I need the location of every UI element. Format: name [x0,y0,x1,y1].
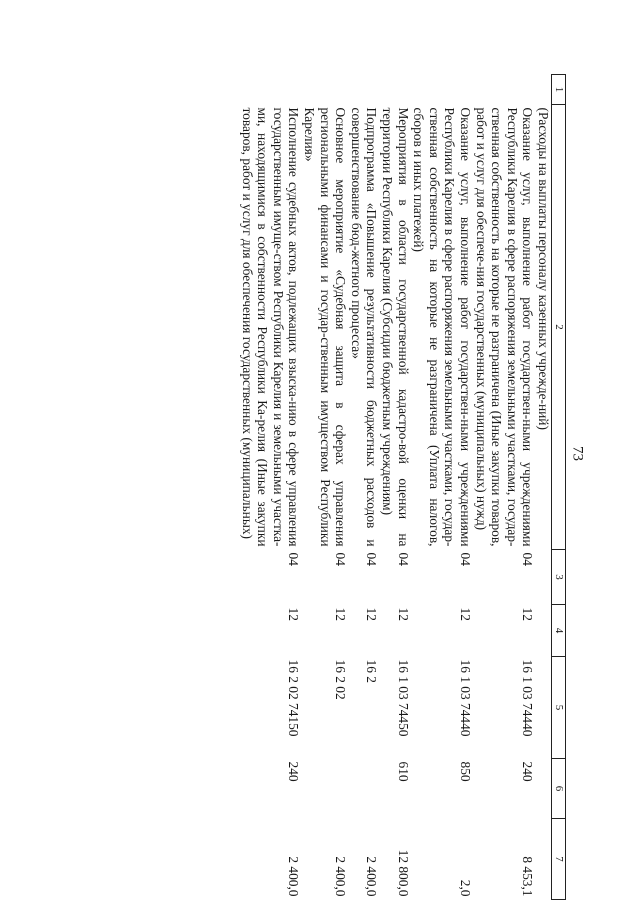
target-article-code: 16 1 03 74450 [395,659,411,737]
target-article-code: 16 2 02 [333,659,349,700]
table-row [348,75,379,900]
column-number: 4 [552,605,566,657]
expense-name: Оказание услуг, выполнение работ государствен-ными учреждениями Республики Карелия в сфере распоряжения земельными участками, государ-ственная собственность на которые не разграничена (Иные закупки товаров, работ и услуг для обеспече-ния государственных (муниципальных) нужд) [473,107,536,547]
budget-table-body [239,75,565,900]
amount: 2 400,0 [286,856,302,897]
amount: 2 400,0 [333,856,349,897]
row-number-cell [302,75,349,105]
expense-type-code [348,759,379,819]
expense-name: (Расходы на выплаты персоналу казенных учрежде-ний) [536,107,551,430]
expense-type-code: 610 [395,761,411,782]
row-number-cell [379,75,410,105]
section-code: 04 [364,552,380,566]
subsection-code: 12 [458,607,474,621]
column-number: 7 [552,819,566,900]
subsection-code: 12 [333,607,349,621]
column-number: 3 [552,550,566,605]
target-article-code: 16 2 02 74150 [286,659,302,737]
expense-name: Мероприятия в области государственной кадастро-вой оценки на территории Республики Карелия (Субсидии бюджетным учреждениям) [380,107,411,547]
section-code [535,550,551,605]
amount [535,819,551,900]
column-number: 1 [552,75,566,105]
expense-type-code: 240 [520,761,536,782]
row-number-cell [411,75,473,105]
row-number-cell [473,75,535,105]
section-code: 04 [458,552,474,566]
column-number: 6 [552,759,566,819]
expense-name: Основное мероприятие «Судебная защита в сферах управления региональными финансами и государ-ственным имуществом Республики Карелия» [302,107,349,547]
rotated-page-content [46,74,566,899]
target-article-code [535,657,551,759]
row-number-cell [535,75,551,105]
section-code: 04 [395,552,411,566]
amount: 2,0 [458,879,474,897]
expense-name: Оказание услуг, выполнение работ государствен-ными учреждениями Республики Карелия в сфере распоряжения земельными участками, государ-ственная собственность на которые не разграничена (Уплата налогов, сборов и иных платежей) [411,107,474,547]
amount: 2 400,0 [364,856,380,897]
target-article-code: 16 2 [364,659,380,683]
column-number: 5 [552,657,566,759]
table-row [379,75,410,900]
expense-type-code: 850 [458,761,474,782]
table-row [535,75,551,900]
row-number-cell [239,75,301,105]
budget-table [239,74,566,900]
page-number: 73 [569,446,586,461]
amount: 12 800,0 [395,849,411,897]
expense-name: Подпрограмма «Повышение результативности бюджетных расходов и совершенствование бюд-жетного процесса» [348,107,380,547]
expense-name: Исполнение судебных актов, подлежащих взыска-нию в сфере управления государственным имуще-ством Республики Карелия и земельными участка-ми, находящимися в собственности Республики Ка-релия (Иные закупки товаров, работ и услуг для обеспечения государственных (муниципальных) [239,107,302,547]
target-article-code: 16 1 03 74440 [458,659,474,737]
column-number: 2 [552,105,566,550]
table-row [411,75,473,900]
table-row [302,75,349,900]
subsection-code: 12 [520,607,536,621]
section-code: 04 [286,552,302,566]
table-row [239,75,301,900]
section-code: 04 [333,552,349,566]
expense-type-code: 240 [286,761,302,782]
target-article-code: 16 1 03 74440 [520,659,536,737]
table-row [473,75,535,900]
subsection-code: 12 [286,607,302,621]
column-number-row [552,75,566,900]
row-number-cell [348,75,379,105]
subsection-code: 12 [395,607,411,621]
subsection-code: 12 [364,607,380,621]
amount: 8 453,1 [520,856,536,897]
section-code: 04 [520,552,536,566]
expense-type-code [302,759,349,819]
subsection-code [535,605,551,657]
expense-type-code [535,759,551,819]
